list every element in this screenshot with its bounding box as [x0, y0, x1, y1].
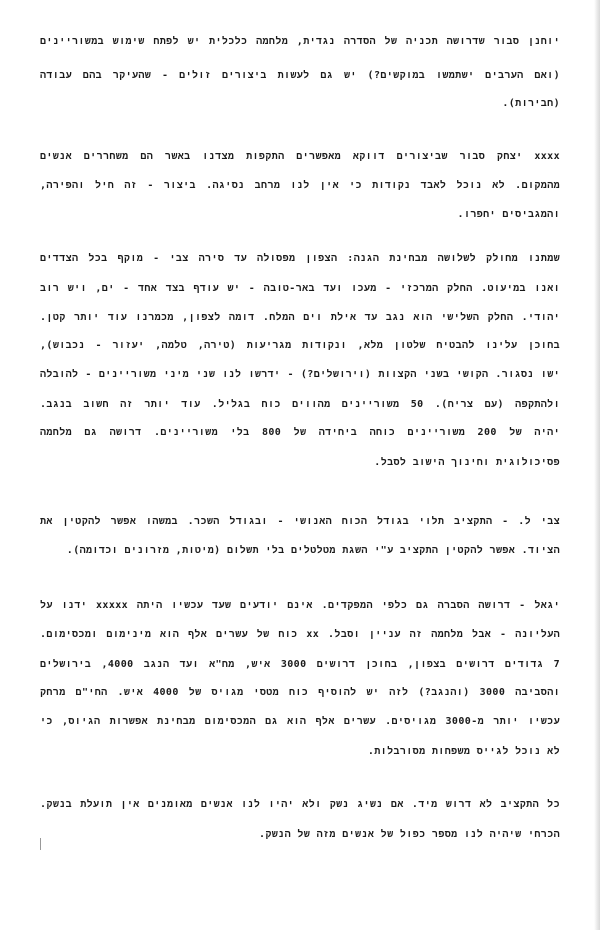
paragraph-4-line-1: צבי ל. - התקציב תלוי בגודל הכוח האנושי - ובגודל השכר. במשהו אפשר להקטין את	[40, 516, 560, 527]
paragraph-5-line-6: לא נוכל לגייס משפחות מסורבלות.	[367, 746, 560, 757]
paragraph-6-line-1: כל התקציב לא דרוש מיד. אם נשיג נשק ולא יהיו לנו אנשים מאומנים אין תועלת בנשק.	[40, 799, 560, 810]
paragraph-5-line-2: העליונה - אבל מלחמה זה עניין וסבל. xx כוח של עשרים אלף הוא מינימום ומכסימום.	[40, 629, 560, 640]
paragraph-3-line-8: פסיכולוגית וחינוך הישוב לסבל.	[374, 457, 560, 468]
paragraph-3-line-6: ולהתקפה (עם צריח). 50 משוריינים מהווים כוח בגליל. עוד יותר זה חשוב בנגב.	[40, 399, 560, 410]
paragraph-3-line-5: ישו נסגור. הקושי בשני הקצוות (וירושלים?) - ידרשו לנו שני מיני משוריינים - להובלה	[40, 369, 560, 380]
paragraph-4-line-2: הציוד. אפשר להקטין התקציב ע"י השגת מטלטלים בלי תשלום (מיטות, מזרונים וכדומה).	[66, 545, 560, 556]
paragraph-1-line-2: (ואם הערבים ישתמשו במוקשים?) יש גם לעשות ביצורים זולים - שהעיקר בהם עבודה	[40, 70, 560, 81]
paragraph-5-line-1: יגאל - דרושה הסברה גם כלפי המפקדים. אינם יודעים שעד עכשיו היתה xxxxx ידנו על	[40, 600, 560, 611]
paragraph-3-line-3: יהודי. החלק השלישי הוא נגב עד אילת וים המלח. דומה לצפון, מכמרנו עוד יותר קטן.	[40, 312, 560, 323]
paragraph-5-line-5: עכשיו יותר מ-3000 מגויסים. עשרים אלף הוא גם המכסימום מבחינת אפשרות הגיוס, כי	[40, 716, 560, 727]
paragraph-2-line-3: והמגביסים יחפרו.	[457, 209, 560, 220]
paragraph-3-line-7: יהיה של 200 משוריינים כוחה ביחידה של 800 בלי משוריינים. דרושה גם מלחמה	[40, 427, 560, 438]
paragraph-1-line-1: יוחנן סבור שדרושה תכניה של הסדרה נגדית, מלחמה כלכלית יש לפתח שימוש במשוריינים	[40, 36, 560, 47]
paragraph-3-line-2: ואנו במיעוט. החלק המרכזי - מעכו ועד באר-טובה - יש עודף בצד אחד - ים, ויש רוב	[40, 283, 560, 294]
paragraph-1-line-3: (חבירות).	[502, 98, 560, 109]
paragraph-5-line-4: והסביבה 3000 (והנגב?) לזה יש להוסיף כוח מטסי מגויס של 4000 איש. החי"ם מרחק	[40, 687, 560, 698]
page-edge-shadow	[594, 0, 600, 930]
paragraph-3-line-1: שמתנו מחולק לשלושה מבחינת הגנה: הצפון מפסולה עד סירה צבי - מוקף בכל הצדדים	[40, 253, 560, 264]
paragraph-3-line-4: בחוכן עלינו להבטיח שלטון מלא, ונקודות מגריעות (טירה, טלמה, יעזור - נכבוש),	[40, 340, 560, 351]
paragraph-5-line-3: 7 גדודים דרושים בצפון, בחוכן דרושים 3000 איש, מח"א ועד הנגב 4000, בירושלים	[40, 659, 560, 670]
paragraph-2-line-2: מהמקום. לא נוכל לאבד נקודות כי אין לנו מרחב נסיגה. ביצור - זה חיל והפירה,	[40, 180, 560, 191]
margin-mark	[40, 838, 41, 850]
paragraph-6-line-2: הכרחי שיהיה לנו מספר כפול של אנשים מזה של הנשק.	[258, 829, 560, 840]
paragraph-2-line-1: xxxx יצחק סבור שביצורים דווקא מאפשרים התקפות מצדנו באשר הם משחררים אנשים	[40, 151, 560, 162]
